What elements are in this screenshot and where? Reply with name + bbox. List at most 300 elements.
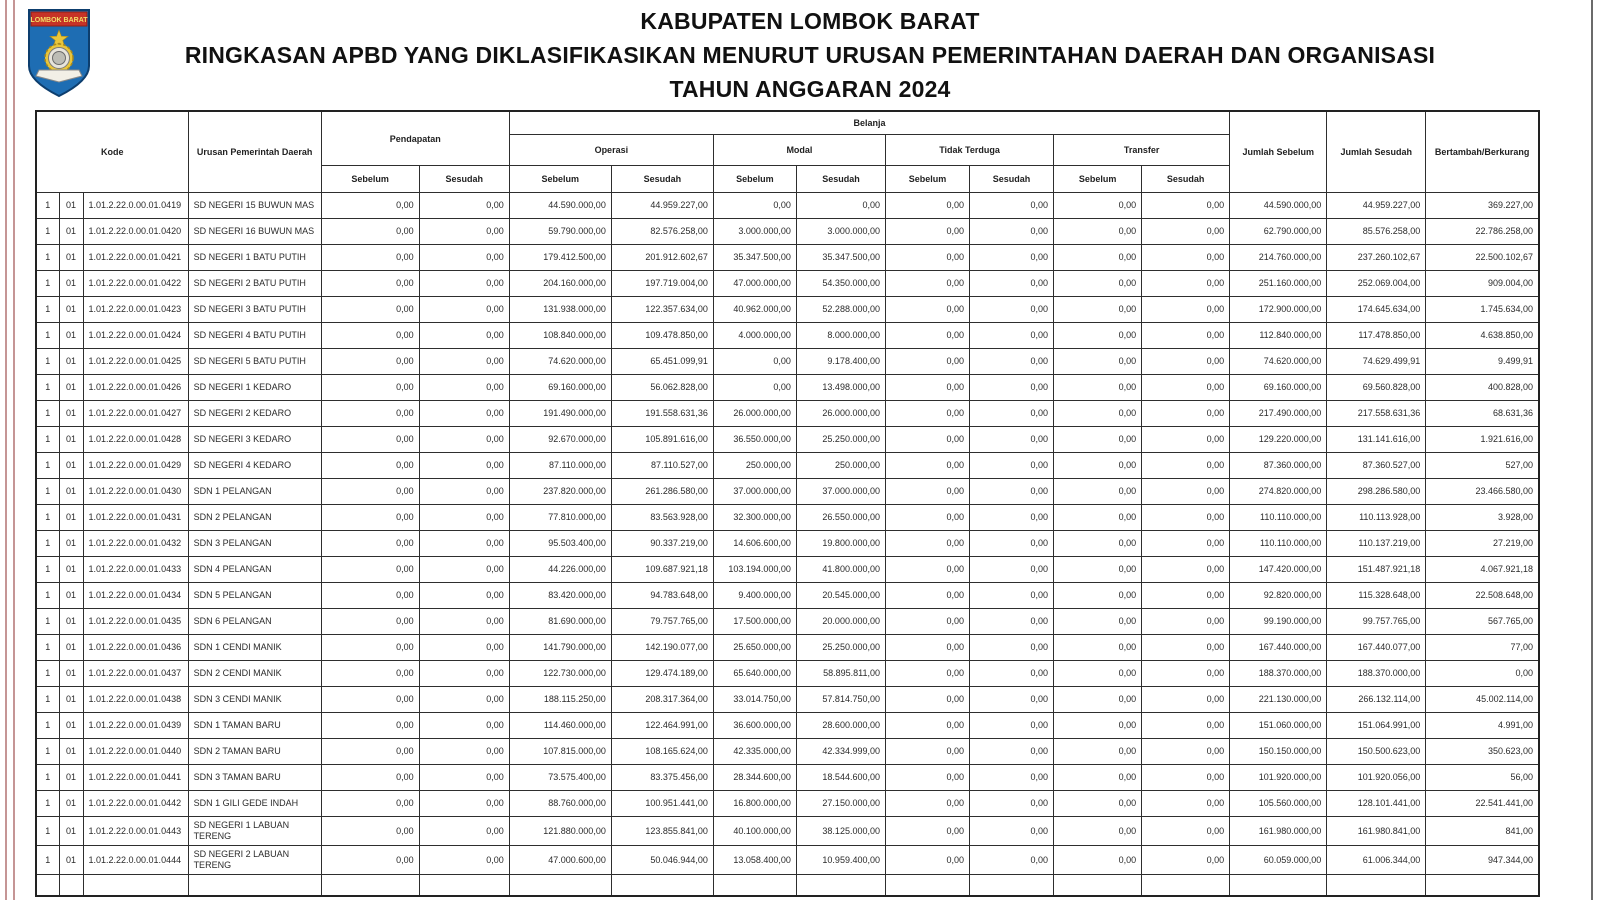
- cell-op_ses: [611, 875, 713, 897]
- table-row: [36, 846, 1539, 875]
- cell-pend_seb: 0,00: [321, 427, 419, 453]
- cell-name: SD NEGERI 4 BATU PUTIH: [188, 323, 321, 349]
- cell-jml_seb: 92.820.000,00: [1230, 583, 1327, 609]
- cell-c2: 01: [59, 193, 83, 219]
- cell-tt_seb: 0,00: [885, 323, 969, 349]
- table-row: [36, 427, 1539, 453]
- document-title-main: RINGKASAN APBD YANG DIKLASIFIKASIKAN MENURUT URUSAN PEMERINTAHAN DAERAH DAN ORGANISASI: [184, 42, 1436, 68]
- cell-kode: 1.01.2.22.0.00.01.0431: [83, 505, 188, 531]
- cell-pend_ses: 0,00: [419, 687, 509, 713]
- header-sebelum: Sebelum: [1054, 166, 1142, 193]
- table-row: [36, 375, 1539, 401]
- cell-mod_seb: 14.606.600,00: [713, 531, 796, 557]
- header-operasi: Operasi: [509, 135, 713, 166]
- cell-jml_seb: 69.160.000,00: [1230, 375, 1327, 401]
- cell-name: SD NEGERI 2 LABUAN TERENG: [188, 846, 321, 875]
- cell-name: SDN 6 PELANGAN: [188, 609, 321, 635]
- cell-name: SDN 2 TAMAN BARU: [188, 739, 321, 765]
- cell-delta: 350.623,00: [1426, 739, 1539, 765]
- cell-tr_seb: 0,00: [1054, 479, 1142, 505]
- cell-pend_ses: 0,00: [419, 245, 509, 271]
- table-row: [36, 531, 1539, 557]
- table-row: [36, 635, 1539, 661]
- cell-mod_seb: 37.000.000,00: [713, 479, 796, 505]
- cell-mod_ses: 25.250.000,00: [796, 427, 885, 453]
- cell-tr_ses: 0,00: [1142, 505, 1230, 531]
- cell-tt_ses: 0,00: [970, 765, 1054, 791]
- cell-name: SD NEGERI 1 LABUAN TERENG: [188, 817, 321, 846]
- cell-jml_seb: 274.820.000,00: [1230, 479, 1327, 505]
- cell-c2: 01: [59, 791, 83, 817]
- cell-tt_seb: 0,00: [885, 427, 969, 453]
- cell-jml_ses: 87.360.527,00: [1327, 453, 1426, 479]
- cell-mod_ses: 8.000.000,00: [796, 323, 885, 349]
- header-kode: Kode: [36, 111, 188, 193]
- cell-pend_ses: 0,00: [419, 479, 509, 505]
- cell-pend_seb: 0,00: [321, 219, 419, 245]
- cell-jml_ses: 237.260.102,67: [1327, 245, 1426, 271]
- page-edge-line: [1591, 0, 1593, 900]
- cell-c1: 1: [36, 505, 59, 531]
- cell-tt_seb: 0,00: [885, 661, 969, 687]
- cell-jml_seb: 112.840.000,00: [1230, 323, 1327, 349]
- cell-name: SDN 3 TAMAN BARU: [188, 765, 321, 791]
- cell-mod_ses: 0,00: [796, 193, 885, 219]
- cell-tr_seb: 0,00: [1054, 817, 1142, 846]
- document-title-year: TAHUN ANGGARAN 2024: [669, 76, 951, 102]
- cell-tt_ses: 0,00: [970, 739, 1054, 765]
- cell-c2: 01: [59, 846, 83, 875]
- cell-jml_ses: 151.487.921,18: [1327, 557, 1426, 583]
- table-row: [36, 219, 1539, 245]
- cell-op_seb: 47.000.600,00: [509, 846, 611, 875]
- cell-delta: 3.928,00: [1426, 505, 1539, 531]
- cell-jml_seb: 60.059.000,00: [1230, 846, 1327, 875]
- cell-delta: 4.638.850,00: [1426, 323, 1539, 349]
- cell-pend_seb: 0,00: [321, 531, 419, 557]
- cell-tr_seb: 0,00: [1054, 323, 1142, 349]
- header-sebelum: Sebelum: [713, 166, 796, 193]
- cell-jml_seb: 221.130.000,00: [1230, 687, 1327, 713]
- cell-delta: [1426, 875, 1539, 897]
- cell-c2: 01: [59, 505, 83, 531]
- cell-jml_seb: 62.790.000,00: [1230, 219, 1327, 245]
- cell-pend_seb: 0,00: [321, 375, 419, 401]
- cell-c1: 1: [36, 297, 59, 323]
- cell-mod_seb: 33.014.750,00: [713, 687, 796, 713]
- cell-name: SDN 3 PELANGAN: [188, 531, 321, 557]
- cell-kode: 1.01.2.22.0.00.01.0432: [83, 531, 188, 557]
- cell-mod_seb: 36.600.000,00: [713, 713, 796, 739]
- cell-jml_seb: 129.220.000,00: [1230, 427, 1327, 453]
- cell-jml_seb: 251.160.000,00: [1230, 271, 1327, 297]
- cell-mod_ses: 35.347.500,00: [796, 245, 885, 271]
- table-row: [36, 661, 1539, 687]
- header-sebelum: Sebelum: [321, 166, 419, 193]
- table-row: [36, 609, 1539, 635]
- cell-tt_ses: 0,00: [970, 323, 1054, 349]
- cell-name: SD NEGERI 3 BATU PUTIH: [188, 297, 321, 323]
- cell-c1: 1: [36, 349, 59, 375]
- cell-kode: 1.01.2.22.0.00.01.0436: [83, 635, 188, 661]
- cell-tt_ses: 0,00: [970, 713, 1054, 739]
- cell-tr_ses: 0,00: [1142, 739, 1230, 765]
- cell-mod_ses: 3.000.000,00: [796, 219, 885, 245]
- cell-tr_ses: 0,00: [1142, 713, 1230, 739]
- cell-kode: 1.01.2.22.0.00.01.0425: [83, 349, 188, 375]
- cell-c1: 1: [36, 453, 59, 479]
- cell-pend_ses: 0,00: [419, 765, 509, 791]
- cell-jml_ses: 61.006.344,00: [1327, 846, 1426, 875]
- cell-op_seb: 141.790.000,00: [509, 635, 611, 661]
- cell-mod_ses: 10.959.400,00: [796, 846, 885, 875]
- cell-pend_seb: 0,00: [321, 583, 419, 609]
- cell-op_seb: 121.880.000,00: [509, 817, 611, 846]
- cell-tr_ses: 0,00: [1142, 479, 1230, 505]
- cell-mod_seb: 16.800.000,00: [713, 791, 796, 817]
- cell-tr_ses: 0,00: [1142, 219, 1230, 245]
- cell-mod_seb: 40.962.000,00: [713, 297, 796, 323]
- cell-mod_seb: 3.000.000,00: [713, 219, 796, 245]
- cell-kode: 1.01.2.22.0.00.01.0443: [83, 817, 188, 846]
- header-sesudah: Sesudah: [970, 166, 1054, 193]
- cell-jml_seb: 161.980.000,00: [1230, 817, 1327, 846]
- cell-mod_ses: 25.250.000,00: [796, 635, 885, 661]
- cell-delta: 45.002.114,00: [1426, 687, 1539, 713]
- cell-op_ses: 56.062.828,00: [611, 375, 713, 401]
- cell-kode: 1.01.2.22.0.00.01.0435: [83, 609, 188, 635]
- cell-op_seb: 188.115.250,00: [509, 687, 611, 713]
- cell-tt_seb: 0,00: [885, 713, 969, 739]
- cell-jml_seb: 167.440.000,00: [1230, 635, 1327, 661]
- cell-jml_ses: 131.141.616,00: [1327, 427, 1426, 453]
- cell-mod_seb: 47.000.000,00: [713, 271, 796, 297]
- cell-tr_ses: 0,00: [1142, 817, 1230, 846]
- cell-kode: 1.01.2.22.0.00.01.0424: [83, 323, 188, 349]
- table-row: [36, 713, 1539, 739]
- table-row: [36, 583, 1539, 609]
- cell-pend_seb: 0,00: [321, 271, 419, 297]
- cell-name: SDN 5 PELANGAN: [188, 583, 321, 609]
- cell-tr_seb: [1054, 875, 1142, 897]
- cell-tr_ses: 0,00: [1142, 323, 1230, 349]
- cell-tt_ses: 0,00: [970, 505, 1054, 531]
- cell-kode: [83, 875, 188, 897]
- cell-c1: 1: [36, 661, 59, 687]
- cell-kode: 1.01.2.22.0.00.01.0442: [83, 791, 188, 817]
- cell-delta: 400.828,00: [1426, 375, 1539, 401]
- cell-tt_ses: 0,00: [970, 479, 1054, 505]
- cell-kode: 1.01.2.22.0.00.01.0439: [83, 713, 188, 739]
- header-tidak-terduga: Tidak Terduga: [885, 135, 1053, 166]
- cell-op_seb: 108.840.000,00: [509, 323, 611, 349]
- cell-op_ses: 122.464.991,00: [611, 713, 713, 739]
- cell-mod_ses: 57.814.750,00: [796, 687, 885, 713]
- cell-tt_ses: 0,00: [970, 245, 1054, 271]
- cell-mod_seb: 40.100.000,00: [713, 817, 796, 846]
- cell-tt_ses: 0,00: [970, 427, 1054, 453]
- cell-c2: 01: [59, 479, 83, 505]
- cell-name: SD NEGERI 4 KEDARO: [188, 453, 321, 479]
- cell-tr_seb: 0,00: [1054, 713, 1142, 739]
- cell-op_ses: 87.110.527,00: [611, 453, 713, 479]
- cell-op_ses: 109.478.850,00: [611, 323, 713, 349]
- cell-tt_seb: 0,00: [885, 765, 969, 791]
- cell-jml_ses: 85.576.258,00: [1327, 219, 1426, 245]
- cell-name: SD NEGERI 15 BUWUN MAS: [188, 193, 321, 219]
- cell-op_seb: 191.490.000,00: [509, 401, 611, 427]
- cell-kode: 1.01.2.22.0.00.01.0423: [83, 297, 188, 323]
- cell-pend_seb: [321, 875, 419, 897]
- cell-mod_seb: 17.500.000,00: [713, 609, 796, 635]
- cell-kode: 1.01.2.22.0.00.01.0434: [83, 583, 188, 609]
- cell-tt_ses: 0,00: [970, 453, 1054, 479]
- cell-jml_seb: 110.110.000,00: [1230, 531, 1327, 557]
- apbd-summary-table: [35, 110, 1540, 897]
- cell-tt_ses: 0,00: [970, 609, 1054, 635]
- cell-c1: 1: [36, 323, 59, 349]
- cell-c2: 01: [59, 219, 83, 245]
- cell-c1: 1: [36, 531, 59, 557]
- cell-pend_seb: 0,00: [321, 791, 419, 817]
- cell-kode: 1.01.2.22.0.00.01.0426: [83, 375, 188, 401]
- cell-jml_seb: [1230, 875, 1327, 897]
- cell-mod_seb: 32.300.000,00: [713, 505, 796, 531]
- cell-c1: 1: [36, 846, 59, 875]
- cell-mod_ses: 52.288.000,00: [796, 297, 885, 323]
- cell-op_ses: 261.286.580,00: [611, 479, 713, 505]
- cell-kode: 1.01.2.22.0.00.01.0441: [83, 765, 188, 791]
- cell-jml_ses: 128.101.441,00: [1327, 791, 1426, 817]
- cell-pend_seb: 0,00: [321, 193, 419, 219]
- cell-op_ses: 94.783.648,00: [611, 583, 713, 609]
- cell-c1: 1: [36, 583, 59, 609]
- cell-tr_ses: 0,00: [1142, 427, 1230, 453]
- cell-kode: 1.01.2.22.0.00.01.0430: [83, 479, 188, 505]
- cell-kode: 1.01.2.22.0.00.01.0440: [83, 739, 188, 765]
- cell-op_seb: 237.820.000,00: [509, 479, 611, 505]
- cell-kode: 1.01.2.22.0.00.01.0438: [83, 687, 188, 713]
- cell-tt_seb: 0,00: [885, 219, 969, 245]
- cell-pend_ses: 0,00: [419, 661, 509, 687]
- apbd-summary-table-wrap: [35, 110, 1541, 897]
- cell-jml_seb: 110.110.000,00: [1230, 505, 1327, 531]
- cell-c2: 01: [59, 609, 83, 635]
- cell-jml_seb: 44.590.000,00: [1230, 193, 1327, 219]
- cell-tt_seb: 0,00: [885, 791, 969, 817]
- cell-tt_seb: [885, 875, 969, 897]
- cell-pend_seb: 0,00: [321, 846, 419, 875]
- cell-name: SDN 4 PELANGAN: [188, 557, 321, 583]
- cell-jml_ses: 69.560.828,00: [1327, 375, 1426, 401]
- cell-c2: 01: [59, 323, 83, 349]
- cell-op_seb: 81.690.000,00: [509, 609, 611, 635]
- cell-delta: 68.631,36: [1426, 401, 1539, 427]
- cell-kode: 1.01.2.22.0.00.01.0444: [83, 846, 188, 875]
- cell-c2: 01: [59, 661, 83, 687]
- cell-mod_seb: 0,00: [713, 349, 796, 375]
- cell-jml_ses: 117.478.850,00: [1327, 323, 1426, 349]
- cell-pend_seb: 0,00: [321, 349, 419, 375]
- cell-name: SDN 1 CENDI MANIK: [188, 635, 321, 661]
- header-urusan: Urusan Pemerintah Daerah: [188, 111, 321, 193]
- cell-pend_seb: 0,00: [321, 323, 419, 349]
- cell-delta: 22.500.102,67: [1426, 245, 1539, 271]
- cell-tr_seb: 0,00: [1054, 505, 1142, 531]
- cell-mod_seb: [713, 875, 796, 897]
- cell-c2: 01: [59, 453, 83, 479]
- cell-c2: 01: [59, 349, 83, 375]
- document-header: [60, 4, 1560, 106]
- cell-tr_seb: 0,00: [1054, 791, 1142, 817]
- cell-delta: 567.765,00: [1426, 609, 1539, 635]
- cell-tt_seb: 0,00: [885, 479, 969, 505]
- cell-tr_seb: 0,00: [1054, 739, 1142, 765]
- header-belanja: Belanja: [509, 111, 1229, 135]
- cell-op_seb: 69.160.000,00: [509, 375, 611, 401]
- document-title-region: KABUPATEN LOMBOK BARAT: [640, 8, 980, 34]
- cell-op_ses: 109.687.921,18: [611, 557, 713, 583]
- cell-delta: 27.219,00: [1426, 531, 1539, 557]
- cell-delta: 22.541.441,00: [1426, 791, 1539, 817]
- cell-c2: 01: [59, 271, 83, 297]
- cell-jml_ses: 110.113.928,00: [1327, 505, 1426, 531]
- cell-op_ses: 208.317.364,00: [611, 687, 713, 713]
- cell-tt_seb: 0,00: [885, 739, 969, 765]
- cell-jml_ses: [1327, 875, 1426, 897]
- cell-pend_ses: [419, 875, 509, 897]
- cell-c1: 1: [36, 687, 59, 713]
- cell-delta: 909.004,00: [1426, 271, 1539, 297]
- cell-pend_ses: 0,00: [419, 193, 509, 219]
- cell-tt_ses: 0,00: [970, 219, 1054, 245]
- cell-pend_ses: 0,00: [419, 427, 509, 453]
- cell-op_ses: 90.337.219,00: [611, 531, 713, 557]
- cell-pend_seb: 0,00: [321, 661, 419, 687]
- cell-pend_ses: 0,00: [419, 635, 509, 661]
- header-transfer: Transfer: [1054, 135, 1230, 166]
- cell-tr_seb: 0,00: [1054, 427, 1142, 453]
- cell-tr_seb: 0,00: [1054, 687, 1142, 713]
- cell-tr_ses: 0,00: [1142, 531, 1230, 557]
- cell-op_seb: 114.460.000,00: [509, 713, 611, 739]
- cell-mod_ses: 38.125.000,00: [796, 817, 885, 846]
- cell-pend_seb: 0,00: [321, 713, 419, 739]
- cell-tr_ses: 0,00: [1142, 609, 1230, 635]
- cell-jml_ses: 150.500.623,00: [1327, 739, 1426, 765]
- cell-c1: 1: [36, 713, 59, 739]
- cell-mod_ses: 18.544.600,00: [796, 765, 885, 791]
- cell-kode: 1.01.2.22.0.00.01.0429: [83, 453, 188, 479]
- table-row: [36, 817, 1539, 846]
- header-sebelum: Sebelum: [885, 166, 969, 193]
- cell-kode: 1.01.2.22.0.00.01.0433: [83, 557, 188, 583]
- cell-op_seb: [509, 875, 611, 897]
- cell-tt_seb: 0,00: [885, 245, 969, 271]
- cell-c1: 1: [36, 635, 59, 661]
- cell-pend_ses: 0,00: [419, 846, 509, 875]
- cell-c2: 01: [59, 531, 83, 557]
- cell-c2: 01: [59, 583, 83, 609]
- cell-c1: 1: [36, 245, 59, 271]
- cell-c2: 01: [59, 401, 83, 427]
- cell-tt_ses: 0,00: [970, 661, 1054, 687]
- cell-mod_seb: 0,00: [713, 193, 796, 219]
- header-sesudah: Sesudah: [796, 166, 885, 193]
- cell-pend_seb: 0,00: [321, 739, 419, 765]
- cell-tt_ses: 0,00: [970, 193, 1054, 219]
- cell-c2: [59, 875, 83, 897]
- cell-tr_ses: 0,00: [1142, 765, 1230, 791]
- cell-tr_seb: 0,00: [1054, 765, 1142, 791]
- cell-tt_ses: 0,00: [970, 687, 1054, 713]
- cell-jml_ses: 167.440.077,00: [1327, 635, 1426, 661]
- cell-c2: 01: [59, 687, 83, 713]
- cell-tt_ses: 0,00: [970, 635, 1054, 661]
- cell-delta: 56,00: [1426, 765, 1539, 791]
- table-row: [36, 271, 1539, 297]
- cell-tr_ses: 0,00: [1142, 271, 1230, 297]
- cell-pend_ses: 0,00: [419, 557, 509, 583]
- cell-tt_seb: 0,00: [885, 453, 969, 479]
- cell-jml_ses: 266.132.114,00: [1327, 687, 1426, 713]
- cell-delta: 22.786.258,00: [1426, 219, 1539, 245]
- cell-jml_ses: 115.328.648,00: [1327, 583, 1426, 609]
- cell-op_ses: 79.757.765,00: [611, 609, 713, 635]
- cell-mod_seb: 13.058.400,00: [713, 846, 796, 875]
- cell-tt_seb: 0,00: [885, 193, 969, 219]
- table-row: [36, 453, 1539, 479]
- header-modal: Modal: [713, 135, 885, 166]
- cell-name: SD NEGERI 3 KEDARO: [188, 427, 321, 453]
- cell-mod_seb: 0,00: [713, 375, 796, 401]
- cell-c1: 1: [36, 375, 59, 401]
- cell-delta: 4.067.921,18: [1426, 557, 1539, 583]
- cell-mod_ses: [796, 875, 885, 897]
- cell-op_seb: 107.815.000,00: [509, 739, 611, 765]
- cell-tr_seb: 0,00: [1054, 245, 1142, 271]
- cell-jml_ses: 298.286.580,00: [1327, 479, 1426, 505]
- cell-mod_ses: 20.000.000,00: [796, 609, 885, 635]
- cell-tt_seb: 0,00: [885, 846, 969, 875]
- cell-tt_seb: 0,00: [885, 583, 969, 609]
- cell-op_ses: 142.190.077,00: [611, 635, 713, 661]
- cell-mod_ses: 250.000,00: [796, 453, 885, 479]
- cell-tt_seb: 0,00: [885, 505, 969, 531]
- cell-delta: 0,00: [1426, 661, 1539, 687]
- cell-tr_ses: 0,00: [1142, 297, 1230, 323]
- cell-pend_seb: 0,00: [321, 401, 419, 427]
- cell-tr_ses: 0,00: [1142, 557, 1230, 583]
- table-body: [36, 193, 1539, 897]
- cell-op_ses: 122.357.634,00: [611, 297, 713, 323]
- cell-c1: 1: [36, 817, 59, 846]
- cell-name: SDN 2 CENDI MANIK: [188, 661, 321, 687]
- cell-pend_ses: 0,00: [419, 375, 509, 401]
- cell-pend_ses: 0,00: [419, 531, 509, 557]
- cell-pend_ses: 0,00: [419, 713, 509, 739]
- cell-mod_ses: 27.150.000,00: [796, 791, 885, 817]
- cell-c1: 1: [36, 609, 59, 635]
- cell-pend_ses: 0,00: [419, 219, 509, 245]
- cell-c1: 1: [36, 557, 59, 583]
- cell-jml_ses: 110.137.219,00: [1327, 531, 1426, 557]
- cell-name: SDN 2 PELANGAN: [188, 505, 321, 531]
- cell-tt_ses: 0,00: [970, 401, 1054, 427]
- cell-pend_ses: 0,00: [419, 453, 509, 479]
- table-header: [36, 111, 1539, 193]
- cell-tt_ses: 0,00: [970, 557, 1054, 583]
